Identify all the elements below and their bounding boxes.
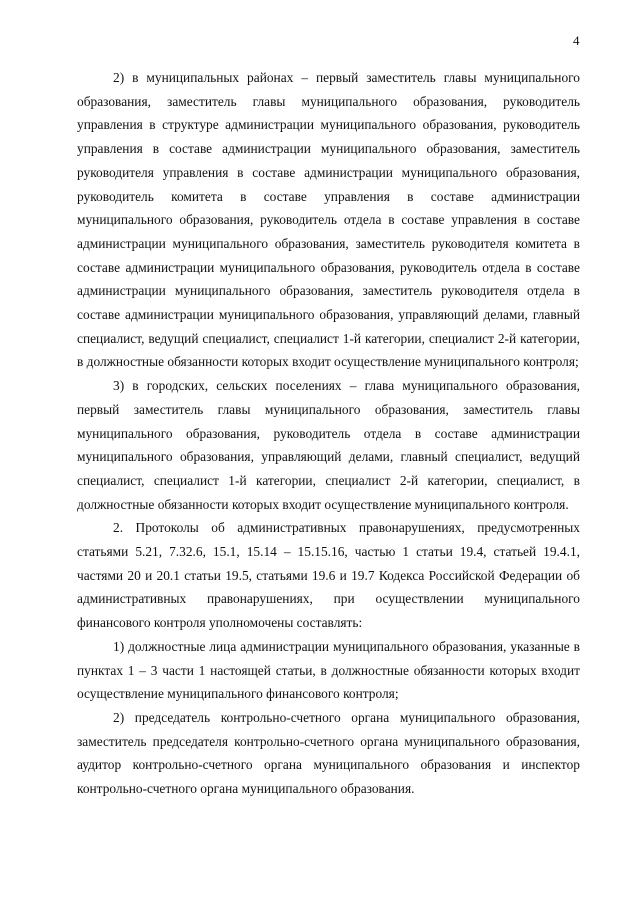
- paragraph-protocols: 2. Протоколы об административных правонарушениях, предусмотренных статьями 5.21, 7.32.6, 15.1, 15.14 – 15.15.16, частью 1 статьи 19.4, статьей 19.4.1, частями 20 и 20.1 статьи 19.5, статьями 19.6 и 19.7 Кодекса Российской Федерации об административных правонарушениях, при осуществлении муниципального финансового контроля уполномочены составлять:: [77, 520, 580, 631]
- paragraph-officials: 1) должностные лица администрации муниципального образования, указанные в пунктах 1 – 3 части 1 настоящей статьи, в должностные обязанности которых входит осуществление муниципального финансового контроля;: [77, 638, 580, 702]
- paragraph-audit-chamber: 2) председатель контрольно-счетного органа муниципального образования, заместитель председателя контрольно-счетного органа муниципального образования, аудитор контрольно-счетного органа муниципального образования и инспектор контрольно-счетного органа муниципального образования.: [77, 709, 580, 797]
- paragraph-municipal-districts: 2) в муниципальных районах – первый заместитель главы муниципального образования, заместитель главы муниципального образования, руководитель управления в структуре администрации муниципального образования, руководитель управления в составе администрации муниципального образования, заместитель руководителя управления в составе администрации муниципального образования, руководитель комитета в составе управления в составе администрации муниципального образования, руководитель отдела в составе управления в составе администрации муниципального образования, заместитель руководителя комитета в составе администрации муниципального образования, руководитель отдела в составе администрации муниципального образования, заместитель руководителя отдела в составе администрации муниципального образования, управляющий делами, главный специалист, ведущий специалист, специалист 1-й категории, специалист 2-й категории, в должностные обязанности которых входит осуществление муниципального контроля;: [77, 70, 580, 370]
- document-body: [77, 66, 580, 801]
- page-number: 4: [573, 33, 580, 48]
- paragraph-settlements: 3) в городских, сельских поселениях – глава муниципального образования, первый заместитель главы муниципального образования, заместитель главы муниципального образования, руководитель отдела в составе администрации муниципального образования, управляющий делами, главный специалист, ведущий специалист, специалист 1-й категории, специалист 2-й категории, специалист, в должностные обязанности которых входит осуществление муниципального контроля.: [77, 378, 580, 512]
